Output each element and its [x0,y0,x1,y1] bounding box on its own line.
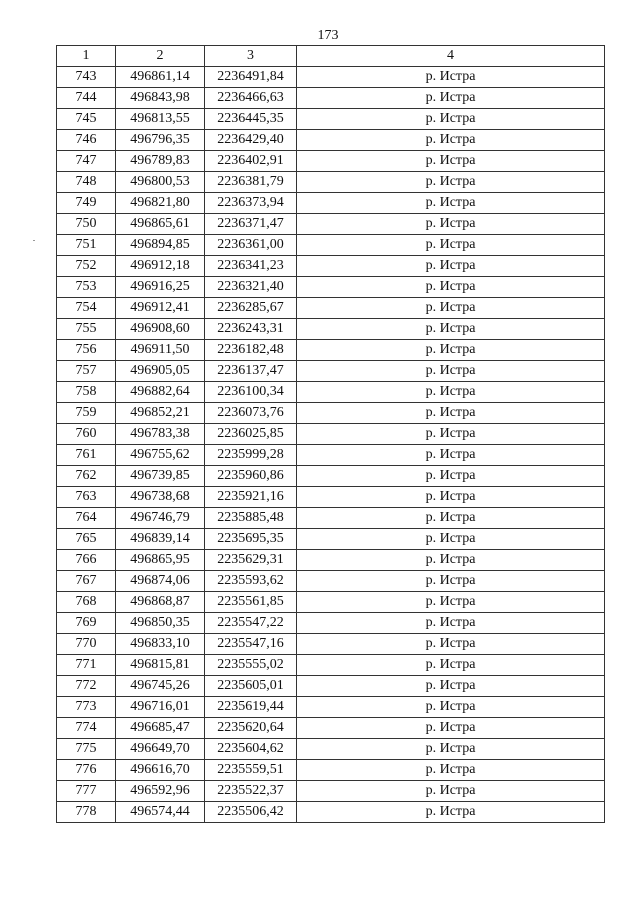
point-number-cell: 758 [57,382,116,403]
column-header-4: 4 [297,46,605,67]
description-cell: р. Истра [297,235,605,256]
column-header-3: 3 [205,46,297,67]
y-coordinate-cell: 2236073,76 [205,403,297,424]
point-number-cell: 778 [57,802,116,823]
table-row [57,592,605,613]
x-coordinate-cell: 496716,01 [116,697,205,718]
point-number-cell: 744 [57,88,116,109]
x-coordinate-cell: 496865,95 [116,550,205,571]
y-coordinate-cell: 2236341,23 [205,256,297,277]
table-row [57,361,605,382]
x-coordinate-cell: 496843,98 [116,88,205,109]
description-cell: р. Истра [297,298,605,319]
point-number-cell: 772 [57,676,116,697]
point-number-cell: 750 [57,214,116,235]
y-coordinate-cell: 2235522,37 [205,781,297,802]
table-row [57,655,605,676]
description-cell: р. Истра [297,214,605,235]
point-number-cell: 761 [57,445,116,466]
point-number-cell: 754 [57,298,116,319]
table-row [57,340,605,361]
table-row [57,529,605,550]
x-coordinate-cell: 496815,81 [116,655,205,676]
point-number-cell: 747 [57,151,116,172]
x-coordinate-cell: 496574,44 [116,802,205,823]
description-cell: р. Истра [297,592,605,613]
description-cell: р. Истра [297,718,605,739]
description-cell: р. Истра [297,676,605,697]
description-cell: р. Истра [297,340,605,361]
column-header-2: 2 [116,46,205,67]
table-row [57,151,605,172]
x-coordinate-cell: 496868,87 [116,592,205,613]
table-row [57,718,605,739]
y-coordinate-cell: 2236445,35 [205,109,297,130]
description-cell: р. Истра [297,697,605,718]
point-number-cell: 774 [57,718,116,739]
description-cell: р. Истра [297,466,605,487]
table-row [57,487,605,508]
x-coordinate-cell: 496865,61 [116,214,205,235]
x-coordinate-cell: 496882,64 [116,382,205,403]
point-number-cell: 776 [57,760,116,781]
point-number-cell: 767 [57,571,116,592]
y-coordinate-cell: 2235629,31 [205,550,297,571]
x-coordinate-cell: 496685,47 [116,718,205,739]
table-row [57,550,605,571]
table-row [57,571,605,592]
table-row [57,88,605,109]
point-number-cell: 748 [57,172,116,193]
point-number-cell: 762 [57,466,116,487]
table-row [57,739,605,760]
table-row [57,235,605,256]
x-coordinate-cell: 496649,70 [116,739,205,760]
x-coordinate-cell: 496912,41 [116,298,205,319]
y-coordinate-cell: 2235593,62 [205,571,297,592]
point-number-cell: 743 [57,67,116,88]
x-coordinate-cell: 496755,62 [116,445,205,466]
x-coordinate-cell: 496813,55 [116,109,205,130]
point-number-cell: 759 [57,403,116,424]
description-cell: р. Истра [297,760,605,781]
description-cell: р. Истра [297,550,605,571]
description-cell: р. Истра [297,781,605,802]
x-coordinate-cell: 496874,06 [116,571,205,592]
y-coordinate-cell: 2236285,67 [205,298,297,319]
x-coordinate-cell: 496783,38 [116,424,205,445]
table-row [57,403,605,424]
description-cell: р. Истра [297,424,605,445]
description-cell: р. Истра [297,88,605,109]
table-row [57,424,605,445]
x-coordinate-cell: 496833,10 [116,634,205,655]
y-coordinate-cell: 2236429,40 [205,130,297,151]
y-coordinate-cell: 2236361,00 [205,235,297,256]
table-body [57,67,605,823]
point-number-cell: 766 [57,550,116,571]
table-row [57,67,605,88]
description-cell: р. Истра [297,508,605,529]
y-coordinate-cell: 2236381,79 [205,172,297,193]
y-coordinate-cell: 2236491,84 [205,67,297,88]
y-coordinate-cell: 2235620,64 [205,718,297,739]
description-cell: р. Истра [297,319,605,340]
y-coordinate-cell: 2236402,91 [205,151,297,172]
point-number-cell: 752 [57,256,116,277]
x-coordinate-cell: 496894,85 [116,235,205,256]
point-number-cell: 745 [57,109,116,130]
table-row [57,109,605,130]
table-row [57,130,605,151]
table-row [57,214,605,235]
point-number-cell: 749 [57,193,116,214]
table-row [57,277,605,298]
y-coordinate-cell: 2235559,51 [205,760,297,781]
description-cell: р. Истра [297,361,605,382]
description-cell: р. Истра [297,403,605,424]
column-header-1: 1 [57,46,116,67]
point-number-cell: 755 [57,319,116,340]
x-coordinate-cell: 496738,68 [116,487,205,508]
table-row [57,256,605,277]
table-row [57,697,605,718]
y-coordinate-cell: 2235695,35 [205,529,297,550]
x-coordinate-cell: 496800,53 [116,172,205,193]
table-row [57,445,605,466]
table-row [57,508,605,529]
point-number-cell: 757 [57,361,116,382]
x-coordinate-cell: 496916,25 [116,277,205,298]
point-number-cell: 769 [57,613,116,634]
point-number-cell: 775 [57,739,116,760]
x-coordinate-cell: 496789,83 [116,151,205,172]
x-coordinate-cell: 496911,50 [116,340,205,361]
y-coordinate-cell: 2235547,16 [205,634,297,655]
x-coordinate-cell: 496746,79 [116,508,205,529]
scan-speck [33,240,35,241]
description-cell: р. Истра [297,487,605,508]
description-cell: р. Истра [297,256,605,277]
x-coordinate-cell: 496745,26 [116,676,205,697]
x-coordinate-cell: 496592,96 [116,781,205,802]
description-cell: р. Истра [297,277,605,298]
x-coordinate-cell: 496905,05 [116,361,205,382]
y-coordinate-cell: 2235604,62 [205,739,297,760]
description-cell: р. Истра [297,382,605,403]
y-coordinate-cell: 2236243,31 [205,319,297,340]
description-cell: р. Истра [297,634,605,655]
table-row [57,634,605,655]
y-coordinate-cell: 2235561,85 [205,592,297,613]
y-coordinate-cell: 2236466,63 [205,88,297,109]
point-number-cell: 763 [57,487,116,508]
point-number-cell: 746 [57,130,116,151]
y-coordinate-cell: 2235960,86 [205,466,297,487]
table-row [57,466,605,487]
y-coordinate-cell: 2236371,47 [205,214,297,235]
table-row [57,319,605,340]
description-cell: р. Истра [297,130,605,151]
y-coordinate-cell: 2236182,48 [205,340,297,361]
description-cell: р. Истра [297,109,605,130]
y-coordinate-cell: 2235885,48 [205,508,297,529]
y-coordinate-cell: 2235999,28 [205,445,297,466]
description-cell: р. Истра [297,193,605,214]
point-number-cell: 773 [57,697,116,718]
point-number-cell: 760 [57,424,116,445]
point-number-cell: 753 [57,277,116,298]
description-cell: р. Истра [297,151,605,172]
x-coordinate-cell: 496861,14 [116,67,205,88]
y-coordinate-cell: 2235555,02 [205,655,297,676]
y-coordinate-cell: 2235547,22 [205,613,297,634]
x-coordinate-cell: 496850,35 [116,613,205,634]
point-number-cell: 771 [57,655,116,676]
description-cell: р. Истра [297,802,605,823]
point-number-cell: 764 [57,508,116,529]
y-coordinate-cell: 2235619,44 [205,697,297,718]
description-cell: р. Истра [297,445,605,466]
point-number-cell: 770 [57,634,116,655]
table-row [57,781,605,802]
x-coordinate-cell: 496821,80 [116,193,205,214]
page-number: 173 [317,28,339,43]
table-row [57,802,605,823]
table-row [57,172,605,193]
y-coordinate-cell: 2236100,34 [205,382,297,403]
point-number-cell: 756 [57,340,116,361]
description-cell: р. Истра [297,67,605,88]
table-row [57,382,605,403]
table-row [57,760,605,781]
x-coordinate-cell: 496739,85 [116,466,205,487]
x-coordinate-cell: 496912,18 [116,256,205,277]
point-number-cell: 765 [57,529,116,550]
y-coordinate-cell: 2236373,94 [205,193,297,214]
description-cell: р. Истра [297,613,605,634]
y-coordinate-cell: 2236321,40 [205,277,297,298]
table-row [57,613,605,634]
y-coordinate-cell: 2235921,16 [205,487,297,508]
table-row [57,193,605,214]
point-number-cell: 768 [57,592,116,613]
table-header-row [57,46,605,67]
description-cell: р. Истра [297,529,605,550]
table-row [57,298,605,319]
point-number-cell: 751 [57,235,116,256]
description-cell: р. Истра [297,172,605,193]
table-row [57,676,605,697]
x-coordinate-cell: 496852,21 [116,403,205,424]
x-coordinate-cell: 496908,60 [116,319,205,340]
description-cell: р. Истра [297,739,605,760]
x-coordinate-cell: 496839,14 [116,529,205,550]
description-cell: р. Истра [297,571,605,592]
coordinates-table [56,45,605,823]
point-number-cell: 777 [57,781,116,802]
x-coordinate-cell: 496616,70 [116,760,205,781]
x-coordinate-cell: 496796,35 [116,130,205,151]
y-coordinate-cell: 2236137,47 [205,361,297,382]
y-coordinate-cell: 2236025,85 [205,424,297,445]
description-cell: р. Истра [297,655,605,676]
y-coordinate-cell: 2235605,01 [205,676,297,697]
y-coordinate-cell: 2235506,42 [205,802,297,823]
